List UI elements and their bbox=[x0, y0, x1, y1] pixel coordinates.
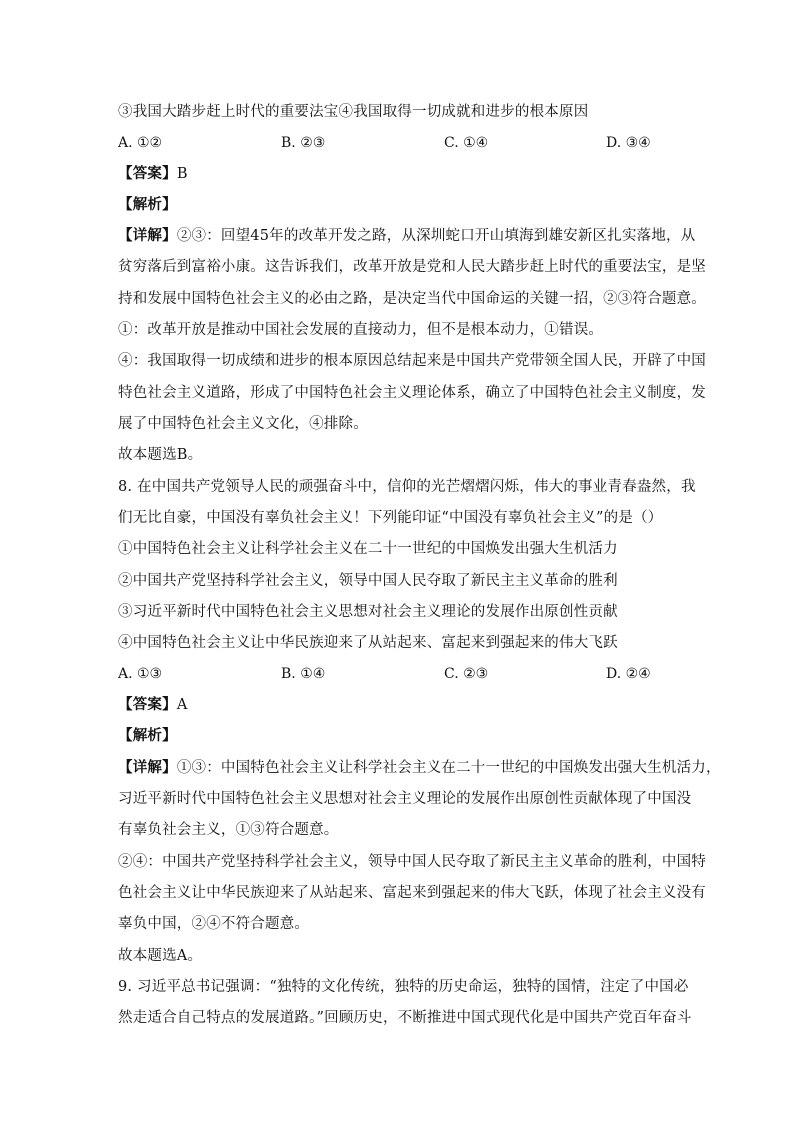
q7-analysis-tag: 【解析】 bbox=[118, 196, 177, 213]
q7-conclusion: 故本题选B。 bbox=[118, 447, 203, 463]
q8-statement: ③习近平新时代中国特色社会主义思想对社会主义理论的发展作出原创性贡献 bbox=[118, 604, 618, 620]
q7-detail-line: 展了中国特色社会主义文化，④排除。 bbox=[118, 416, 368, 432]
q7-detail-line: 特色社会主义道路，形成了中国特色社会主义理论体系，确立了中国特色社会主义制度，发 bbox=[118, 385, 706, 401]
q8-answer bbox=[118, 695, 678, 715]
q7-detail-line: 持和发展中国特色社会主义的必由之路，是决定当代中国命运的关键一招，②③符合题意。 bbox=[118, 291, 706, 307]
q8-option-a: A. ①③ bbox=[118, 666, 163, 682]
q7-option-d: D. ③④ bbox=[606, 135, 651, 151]
q7-statement-line: ③我国大踏步赶上时代的重要法宝④我国取得一切成就和进步的根本原因 bbox=[118, 104, 589, 120]
q7-detail-line bbox=[118, 226, 696, 246]
q8-options bbox=[118, 664, 678, 684]
q8-detail-line: 辜负中国，②④不符合题意。 bbox=[118, 916, 310, 932]
q7-detail-line: ①：改革开放是推动中国社会发展的直接动力，但不是根本动力，①错误。 bbox=[118, 322, 604, 338]
q8-option-c: C. ②③ bbox=[444, 666, 489, 682]
q9-stem-line: 9. 习近平总书记强调：“独特的文化传统，独特的历史命运，独特的国情，注定了中国必 bbox=[118, 979, 689, 995]
q8-detail-line: 色社会主义让中华民族迎来了从站起来、富起来到强起来的伟大飞跃，体现了社会主义没有 bbox=[118, 885, 706, 901]
q8-detail-line bbox=[118, 758, 721, 778]
answer-value: B bbox=[176, 166, 188, 182]
answer-tag: 【答案】 bbox=[118, 696, 177, 713]
detail-text: ①③：中国特色社会主义让科学社会主义在二十一世纪的中国焕发出强大生机活力， bbox=[176, 760, 721, 776]
q8-statement: ①中国特色社会主义让科学社会主义在二十一世纪的中国焕发出强大生机活力 bbox=[118, 541, 618, 557]
q8-statement: ②中国共产党坚持科学社会主义，领导中国人民夺取了新民主主义革命的胜利 bbox=[118, 573, 618, 589]
q7-detail-line: 贫穷落后到富裕小康。这告诉我们，改革开放是党和人民大踏步赶上时代的重要法宝，是坚 bbox=[118, 259, 706, 275]
detail-text: ②③：回望45年的改革开发之路，从深圳蛇口开山填海到雄安新区扎实落地，从 bbox=[176, 228, 696, 244]
q8-analysis-tag: 【解析】 bbox=[118, 727, 177, 744]
q8-stem-line: 们无比自豪，中国没有辜负社会主义！下列能印证“中国没有辜负社会主义”的是（） bbox=[118, 510, 663, 526]
q7-option-a: A. ①② bbox=[118, 135, 163, 151]
detail-tag: 【详解】 bbox=[118, 759, 177, 776]
q9-stem-line: 然走适合自己特点的发展道路。”回顾历史，不断推进中国式现代化是中国共产党百年奋斗 bbox=[118, 1010, 692, 1026]
q7-options bbox=[118, 133, 678, 153]
q8-detail-line: 有辜负社会主义，①③符合题意。 bbox=[118, 822, 339, 838]
q8-option-b: B. ①④ bbox=[281, 666, 326, 682]
q8-stem-line: 8. 在中国共产党领导人民的顽强奋斗中，信仰的光芒熠熠闪烁，伟大的事业青春盎然，我 bbox=[118, 479, 696, 495]
q7-option-b: B. ②③ bbox=[281, 135, 326, 151]
q8-statement: ④中国特色社会主义让中华民族迎来了从站起来、富起来到强起来的伟大飞跃 bbox=[118, 635, 618, 651]
answer-value: A bbox=[176, 697, 188, 713]
q8-detail-line: 习近平新时代中国特色社会主义思想对社会主义理论的发展作出原创性贡献体现了中国没 bbox=[118, 791, 692, 807]
q8-option-d: D. ②④ bbox=[606, 666, 651, 682]
answer-tag: 【答案】 bbox=[118, 165, 177, 182]
q8-detail-line: ②④：中国共产党坚持科学社会主义，领导中国人民夺取了新民主主义革命的胜利，中国特 bbox=[118, 854, 706, 870]
q7-option-c: C. ①④ bbox=[444, 135, 489, 151]
q7-detail-line: ④：我国取得一切成绩和进步的根本原因总结起来是中国共产党带领全国人民，开辟了中国 bbox=[118, 353, 706, 369]
detail-tag: 【详解】 bbox=[118, 227, 177, 244]
q7-answer bbox=[118, 164, 678, 184]
q8-conclusion: 故本题选A。 bbox=[118, 948, 203, 964]
